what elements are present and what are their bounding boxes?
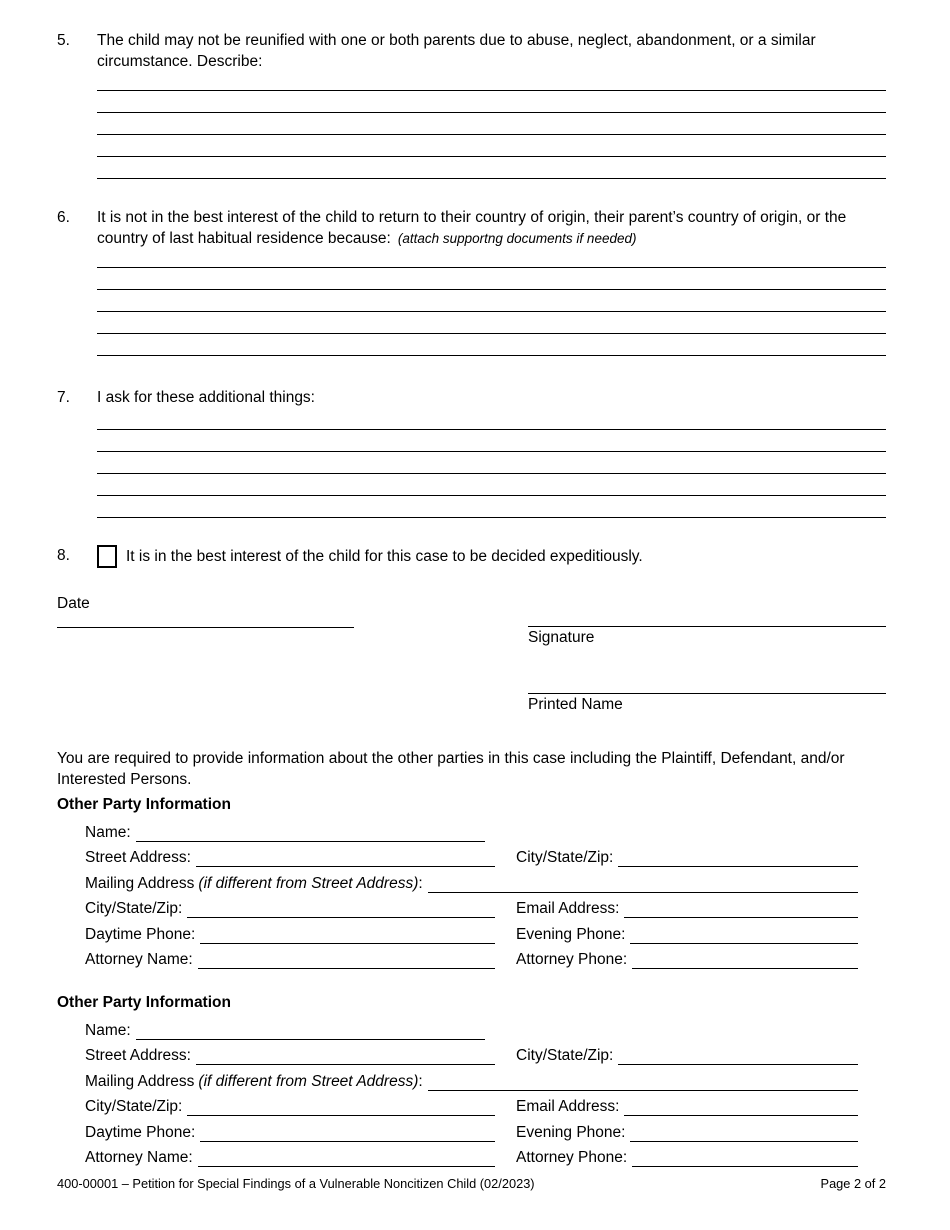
other-party-section-1: [85, 817, 858, 970]
item-number: 6.: [57, 209, 70, 226]
evening-phone-field[interactable]: [630, 1126, 858, 1142]
field-row: [85, 868, 858, 894]
email-address-field[interactable]: [624, 902, 858, 918]
name-field[interactable]: [136, 826, 485, 842]
date-field[interactable]: [57, 627, 354, 628]
item-number: 8.: [57, 547, 70, 564]
field-row: [85, 843, 858, 869]
attorney-phone-field[interactable]: [632, 953, 858, 969]
name-label: Name:: [85, 1021, 131, 1039]
writing-line[interactable]: [97, 246, 886, 268]
street-address-field[interactable]: [196, 851, 495, 867]
item-6-main-text: It is not in the best interest of the child to return to their country of origin, their parent’s country of origin, or the country of last habitual residence because:: [97, 209, 847, 247]
city-state-zip-field[interactable]: [618, 1049, 858, 1065]
street-address-label: Street Address:: [85, 1047, 191, 1064]
writing-line[interactable]: [97, 290, 886, 312]
mailing-address-colon: :: [418, 1072, 423, 1090]
evening-phone-label: Evening Phone:: [516, 1123, 626, 1141]
evening-phone-label: Evening Phone:: [516, 925, 626, 943]
city-state-zip-label: City/State/Zip:: [85, 1098, 183, 1115]
field-row: [85, 1117, 858, 1143]
writing-line[interactable]: [97, 69, 886, 91]
attorney-phone-field[interactable]: [632, 1151, 858, 1167]
daytime-phone-field[interactable]: [200, 1126, 495, 1142]
signature-section: [57, 593, 886, 715]
writing-line[interactable]: [97, 334, 886, 356]
expedited-decision-checkbox[interactable]: [97, 545, 117, 568]
name-field[interactable]: [136, 1024, 485, 1040]
form-item-7: [57, 387, 886, 518]
date-label: Date: [57, 595, 90, 612]
city-state-zip-field[interactable]: [618, 851, 858, 867]
street-address-label: Street Address:: [85, 849, 191, 866]
attorney-name-label: Attorney Name:: [85, 1149, 193, 1166]
item-8-text: It is in the best interest of the child for this case to be decided expeditiously.: [126, 548, 643, 565]
item-6-text: [97, 207, 872, 249]
attorney-name-field[interactable]: [198, 1151, 495, 1167]
mailing-address-note: (if different from Street Address): [198, 874, 419, 892]
attorney-name-field[interactable]: [198, 953, 495, 969]
daytime-phone-label: Daytime Phone:: [85, 1123, 196, 1141]
item-6-note: (attach supportng documents if needed): [397, 231, 637, 246]
other-parties-intro: You are required to provide information about the other parties in this case including the Plaintiff, Defendant, and/or Interested Persons.: [57, 750, 845, 788]
field-row: [85, 1143, 858, 1169]
mailing-address-note: (if different from Street Address): [198, 1072, 419, 1090]
writing-line[interactable]: [97, 113, 886, 135]
writing-line[interactable]: [97, 135, 886, 157]
city-state-zip-label: City/State/Zip:: [516, 849, 614, 866]
field-row: [85, 817, 858, 843]
daytime-phone-label: Daytime Phone:: [85, 925, 196, 943]
item-5-text: The child may not be reunified with one or both parents due to abuse, neglect, abandonment, or a similar circumstance. Describe:: [97, 32, 816, 70]
field-row: [85, 919, 858, 945]
city-state-zip-field[interactable]: [187, 902, 495, 918]
mailing-address-field[interactable]: [428, 877, 858, 893]
form-item-8: [57, 545, 886, 568]
field-row: [85, 1015, 858, 1041]
printed-name-label: Printed Name: [528, 696, 623, 713]
field-row: [85, 945, 858, 971]
field-row: [85, 894, 858, 920]
item-6-answer-area: [97, 246, 886, 356]
writing-line[interactable]: [97, 91, 886, 113]
form-item-5: [57, 30, 886, 179]
street-address-field[interactable]: [196, 1049, 495, 1065]
field-row: [85, 1041, 858, 1067]
city-state-zip-label: City/State/Zip:: [85, 900, 183, 917]
page-number: Page 2 of 2: [820, 1176, 886, 1191]
email-address-field[interactable]: [624, 1100, 858, 1116]
page-footer: [57, 1176, 886, 1192]
field-row: [85, 1092, 858, 1118]
attorney-phone-label: Attorney Phone:: [516, 1149, 628, 1166]
name-label: Name:: [85, 823, 131, 841]
item-7-answer-area: [97, 408, 886, 518]
city-state-zip-field[interactable]: [187, 1100, 495, 1116]
email-address-label: Email Address:: [516, 900, 620, 917]
field-row: [85, 1066, 858, 1092]
other-party-heading-2: Other Party Information: [57, 994, 231, 1011]
document-id: 400-00001 – Petition for Special Findings of a Vulnerable Noncitizen Child (02/2023): [57, 1176, 535, 1191]
form-item-6: [57, 207, 886, 356]
evening-phone-field[interactable]: [630, 928, 858, 944]
city-state-zip-label: City/State/Zip:: [516, 1047, 614, 1064]
writing-line[interactable]: [97, 474, 886, 496]
daytime-phone-field[interactable]: [200, 928, 495, 944]
writing-line[interactable]: [97, 496, 886, 518]
signature-label: Signature: [528, 629, 595, 646]
attorney-name-label: Attorney Name:: [85, 951, 193, 968]
attorney-phone-label: Attorney Phone:: [516, 951, 628, 968]
mailing-address-label: Mailing Address: [85, 874, 195, 892]
writing-line[interactable]: [97, 157, 886, 179]
writing-line[interactable]: [97, 452, 886, 474]
writing-line[interactable]: [97, 408, 886, 430]
mailing-address-label: Mailing Address: [85, 1072, 195, 1090]
item-number: 7.: [57, 389, 70, 406]
writing-line[interactable]: [97, 268, 886, 290]
item-5-answer-area: [97, 69, 886, 179]
mailing-address-colon: :: [418, 874, 423, 892]
item-7-text: I ask for these additional things:: [97, 389, 315, 406]
other-party-section-2: [85, 1015, 858, 1168]
writing-line[interactable]: [97, 430, 886, 452]
email-address-label: Email Address:: [516, 1098, 620, 1115]
writing-line[interactable]: [97, 312, 886, 334]
item-number: 5.: [57, 32, 70, 49]
other-party-heading-1: Other Party Information: [57, 796, 231, 813]
mailing-address-field[interactable]: [428, 1075, 858, 1091]
